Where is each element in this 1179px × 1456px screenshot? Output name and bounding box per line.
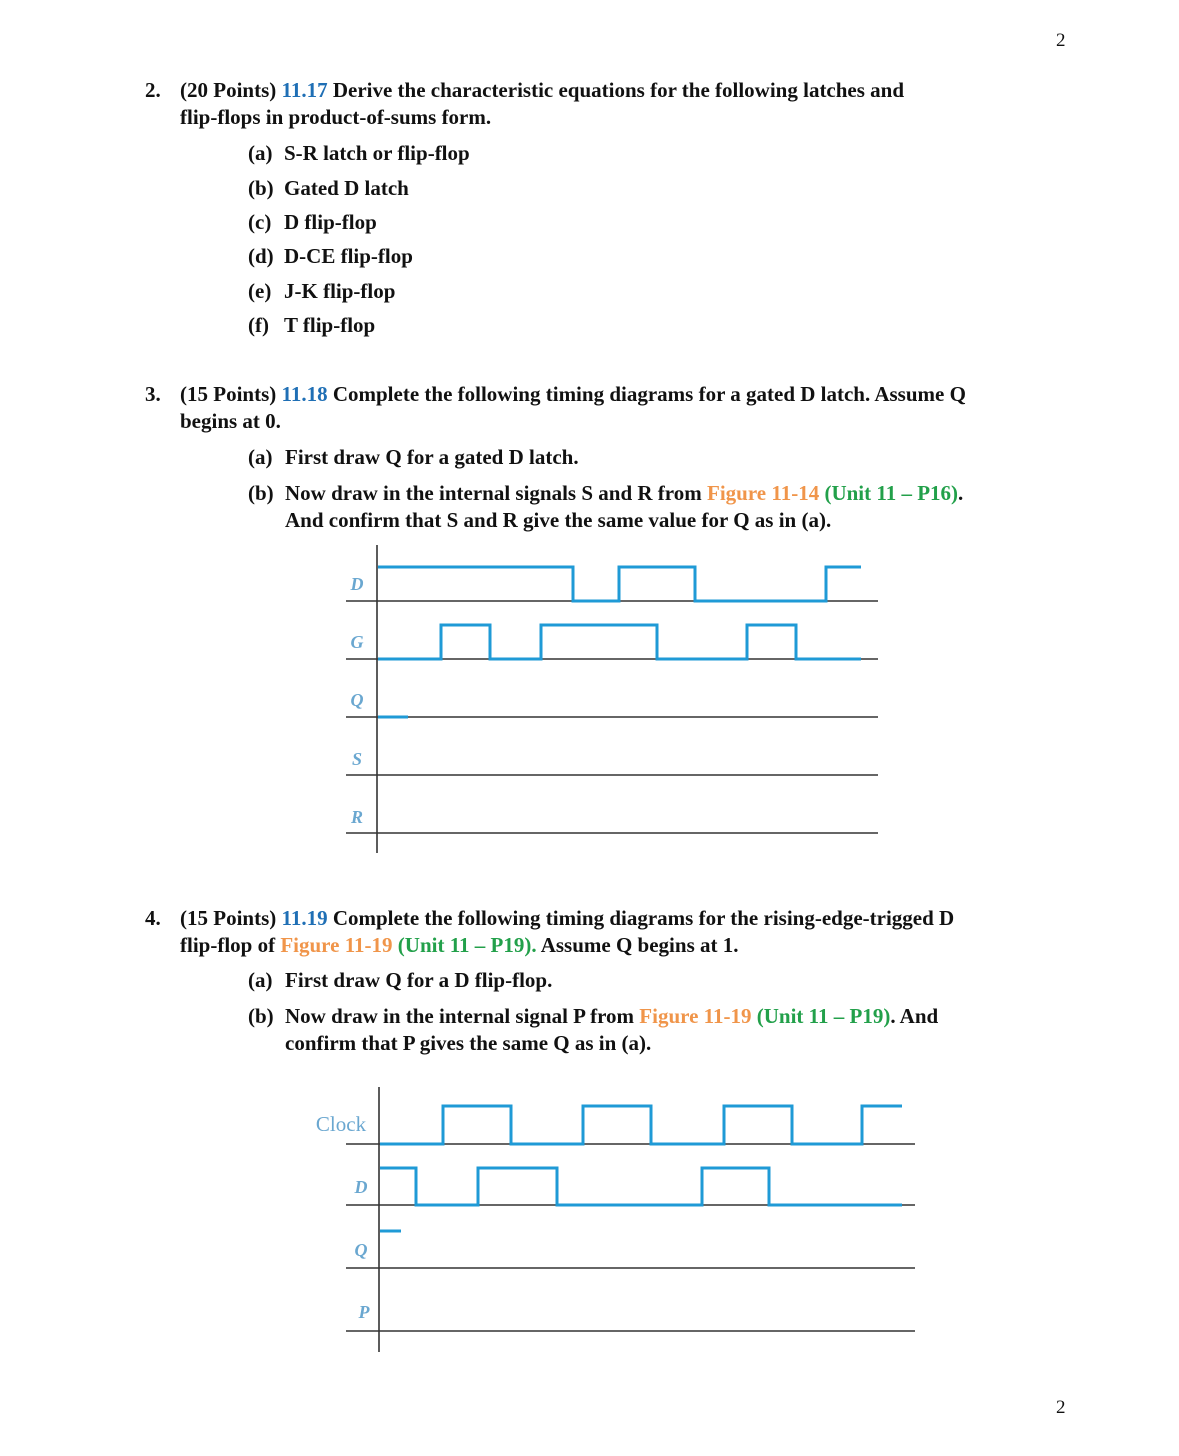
signal-label-d: D bbox=[350, 574, 364, 594]
points: (15 Points) bbox=[180, 906, 277, 930]
waveform-clock bbox=[380, 1106, 902, 1144]
signal-label-s: S bbox=[351, 749, 363, 769]
signal-label-clock: Clock bbox=[315, 1112, 367, 1136]
problem-ref: 11.17 bbox=[281, 78, 328, 102]
q2-item-d: (d) D-CE flip-flop bbox=[248, 244, 413, 268]
q2-item-c: (c) D flip-flop bbox=[248, 210, 377, 234]
question-number: 2. bbox=[145, 78, 161, 102]
question-number: 4. bbox=[145, 906, 161, 930]
page-number-top: 2 bbox=[1056, 30, 1066, 51]
q2-item-f: (f) T flip-flop bbox=[248, 313, 376, 337]
signal-label-r: R bbox=[350, 807, 364, 827]
q2-item-b: (b) Gated D latch bbox=[248, 176, 409, 200]
question-text-line1: Derive the characteristic equations for the following latches and bbox=[332, 78, 905, 102]
figure-ref: Figure 11-19 bbox=[639, 1004, 752, 1028]
q2-item-e: (e) J-K flip-flop bbox=[248, 279, 396, 303]
question-number: 3. bbox=[145, 382, 161, 406]
question-text-line1: Complete the following timing diagrams for the rising-edge-trigged D bbox=[332, 906, 955, 930]
unit-ref: (Unit 11 – P16) bbox=[824, 481, 959, 505]
unit-ref: (Unit 11 – P19) bbox=[756, 1004, 891, 1028]
signal-label-p: P bbox=[358, 1302, 370, 1322]
question-text-line2: flip-flops in product-of-sums form. bbox=[180, 105, 492, 129]
waveform-d bbox=[380, 1168, 902, 1205]
figure-ref: Figure 11-14 bbox=[707, 481, 820, 505]
q2-item-a: (a) S-R latch or flip-flop bbox=[248, 141, 470, 165]
question-text-line2: begins at 0. bbox=[180, 409, 281, 433]
points: (20 Points) bbox=[180, 78, 277, 102]
question-text-line1: Complete the following timing diagrams for a gated D latch. Assume Q bbox=[332, 382, 966, 406]
axes bbox=[346, 1087, 915, 1352]
signal-label-q: Q bbox=[354, 1240, 368, 1260]
signal-label-q: Q bbox=[350, 690, 364, 710]
points: (15 Points) bbox=[180, 382, 277, 406]
problem-ref: 11.18 bbox=[281, 382, 328, 406]
unit-ref: (Unit 11 – P19). bbox=[397, 933, 537, 957]
signal-label-d: D bbox=[354, 1177, 368, 1197]
page-number-bottom: 2 bbox=[1056, 1397, 1066, 1418]
signal-label-g: G bbox=[350, 632, 364, 652]
figure-ref: Figure 11-19 bbox=[280, 933, 393, 957]
problem-ref: 11.19 bbox=[281, 906, 328, 930]
